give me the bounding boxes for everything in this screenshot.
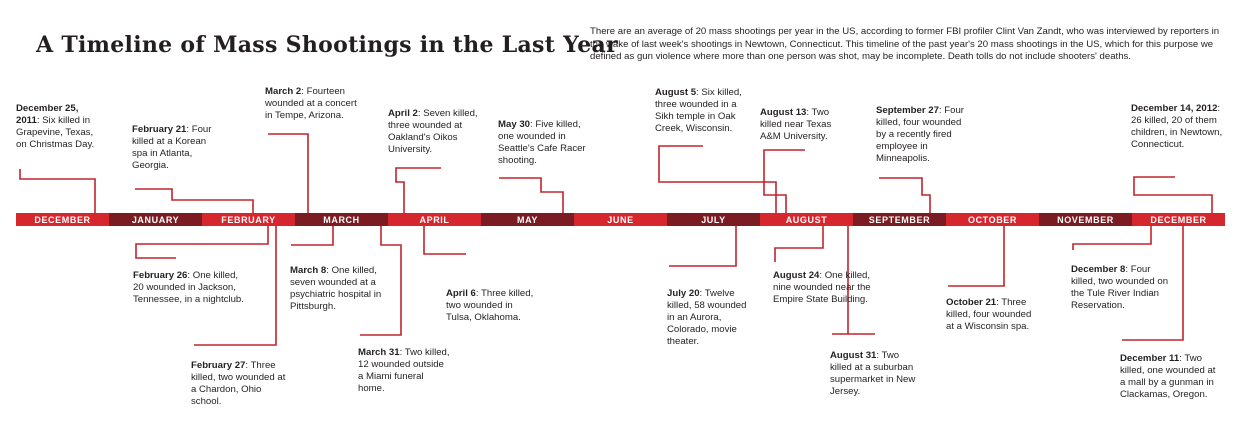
- connector-line-7: [879, 178, 930, 213]
- connector-line-8: [1134, 177, 1212, 213]
- event-date: April 6: [446, 288, 476, 299]
- event-date: December 8: [1071, 264, 1126, 275]
- connector-line-0: [20, 169, 95, 213]
- event-description: : 26 killed, 20 of them children, in Newtown, Connecticut.: [1131, 103, 1223, 151]
- event-label: [655, 87, 751, 135]
- month-june-6: JUNE: [574, 213, 667, 226]
- event-label: [830, 350, 922, 398]
- connector-line-13: [424, 226, 466, 254]
- event-date: February 21: [132, 124, 187, 135]
- event-description: : Seven killed, three wounded at Oakland's Oikos University.: [388, 108, 478, 156]
- month-december-0: DECEMBER: [16, 213, 109, 226]
- connector-line-15: [775, 226, 823, 262]
- event-label: [1131, 103, 1223, 151]
- event-date: April 2: [388, 108, 418, 119]
- event-date: March 8: [290, 265, 327, 276]
- event-label: [290, 265, 386, 313]
- connector-line-17: [948, 226, 1004, 286]
- connector-line-14: [669, 226, 736, 266]
- event-description: : Three killed, two wounded in Tulsa, Oklahoma.: [446, 288, 534, 324]
- event-description: : One killed, seven wounded at a psychiatric hospital in Pittsburgh.: [290, 265, 382, 313]
- event-description: : Six killed in Grapevine, Texas, on Christmas Day.: [16, 115, 95, 151]
- event-label: [760, 107, 852, 143]
- month-may-5: MAY: [481, 213, 574, 226]
- event-date: December 14, 2012: [1131, 103, 1218, 114]
- event-label: [191, 360, 286, 408]
- event-description: : Twelve killed, 58 wounded in an Aurora, Colorado, movie theater.: [667, 288, 747, 348]
- event-label: [133, 270, 251, 306]
- event-date: August 31: [830, 350, 877, 361]
- event-label: [946, 297, 1038, 333]
- connector-line-11: [291, 226, 333, 245]
- event-description: : Three killed, two wounded at a Chardon, Ohio school.: [191, 360, 286, 408]
- month-february-2: FEBRUARY: [202, 213, 295, 226]
- month-september-9: SEPTEMBER: [853, 213, 946, 226]
- month-august-8: AUGUST: [760, 213, 853, 226]
- event-date: July 20: [667, 288, 700, 299]
- connector-line-18: [1073, 226, 1151, 250]
- month-january-1: JANUARY: [109, 213, 202, 226]
- event-label: [876, 105, 968, 165]
- event-description: : One killed, nine wounded near the Empire State Building.: [773, 270, 871, 306]
- event-description: : Three killed, four wounded at a Wisconsin spa.: [946, 297, 1032, 333]
- event-description: : Five killed, one wounded in Seattle's Cafe Racer shooting.: [498, 119, 586, 167]
- event-date: February 27: [191, 360, 246, 371]
- connector-line-4: [499, 178, 563, 213]
- connector-line-3: [396, 168, 441, 213]
- event-date: October 21: [946, 297, 997, 308]
- event-label: [773, 270, 885, 306]
- event-label: [16, 103, 104, 151]
- event-date: March 2: [265, 86, 302, 97]
- event-date: December 25, 2011: [16, 103, 79, 127]
- page-title: A Timeline of Mass Shootings in the Last Year: [36, 32, 618, 58]
- connector-line-5: [659, 146, 776, 213]
- month-november-11: NOVEMBER: [1039, 213, 1132, 226]
- connector-line-2: [268, 134, 308, 213]
- event-label: [132, 124, 224, 172]
- event-label: [446, 288, 538, 324]
- intro-text: There are an average of 20 mass shootings per year in the US, according to former FBI profiler Clint Van Zandt, who was interviewed by reporters in the wake of last week's shootings in Newtown, Connecticut. This timeline of the past year's 20 mass shootings in the US, which for this purpose we defined as gun violence where more than one person was shot, may be incomplete. Death tolls do not include shooters' deaths.: [590, 26, 1220, 63]
- event-description: : Four killed, four wounded by a recently fired employee in Minneapolis.: [876, 105, 964, 165]
- event-date: May 30: [498, 119, 530, 130]
- event-description: : Two killed near Texas A&M University.: [760, 107, 832, 143]
- connector-line-1: [135, 189, 253, 213]
- event-date: September 27: [876, 105, 939, 116]
- event-date: August 13: [760, 107, 807, 118]
- event-date: December 11: [1120, 353, 1180, 364]
- event-date: March 31: [358, 347, 400, 358]
- event-date: August 24: [773, 270, 820, 281]
- month-october-10: OCTOBER: [946, 213, 1039, 226]
- event-date: August 5: [655, 87, 697, 98]
- event-description: : Two killed at a suburban supermarket in New Jersey.: [830, 350, 916, 398]
- connector-line-9: [136, 226, 268, 258]
- event-date: February 26: [133, 270, 188, 281]
- event-label: [1071, 264, 1169, 312]
- event-description: : Fourteen wounded at a concert in Tempe, Arizona.: [265, 86, 357, 122]
- event-label: [358, 347, 450, 395]
- event-label: [498, 119, 590, 167]
- event-description: : Four killed at a Korean spa in Atlanta, Georgia.: [132, 124, 212, 172]
- timeline-bar: [16, 213, 1225, 226]
- event-label: [1120, 353, 1220, 401]
- month-april-4: APRIL: [388, 213, 481, 226]
- month-december-12: DECEMBER: [1132, 213, 1225, 226]
- month-july-7: JULY: [667, 213, 760, 226]
- event-description: : Two killed, 12 wounded outside a Miami funeral home.: [358, 347, 450, 395]
- month-march-3: MARCH: [295, 213, 388, 226]
- event-label: [265, 86, 357, 122]
- event-description: : Six killed, three wounded in a Sikh temple in Oak Creek, Wisconsin.: [655, 87, 742, 135]
- event-label: [388, 108, 480, 156]
- event-label: [667, 288, 749, 348]
- event-description: : Two killed, one wounded at a mall by a gunman in Clackamas, Oregon.: [1120, 353, 1216, 401]
- event-description: : One killed, 20 wounded in Jackson, Tennessee, in a nightclub.: [133, 270, 244, 306]
- event-description: : Four killed, two wounded on the Tule River Indian Reservation.: [1071, 264, 1169, 312]
